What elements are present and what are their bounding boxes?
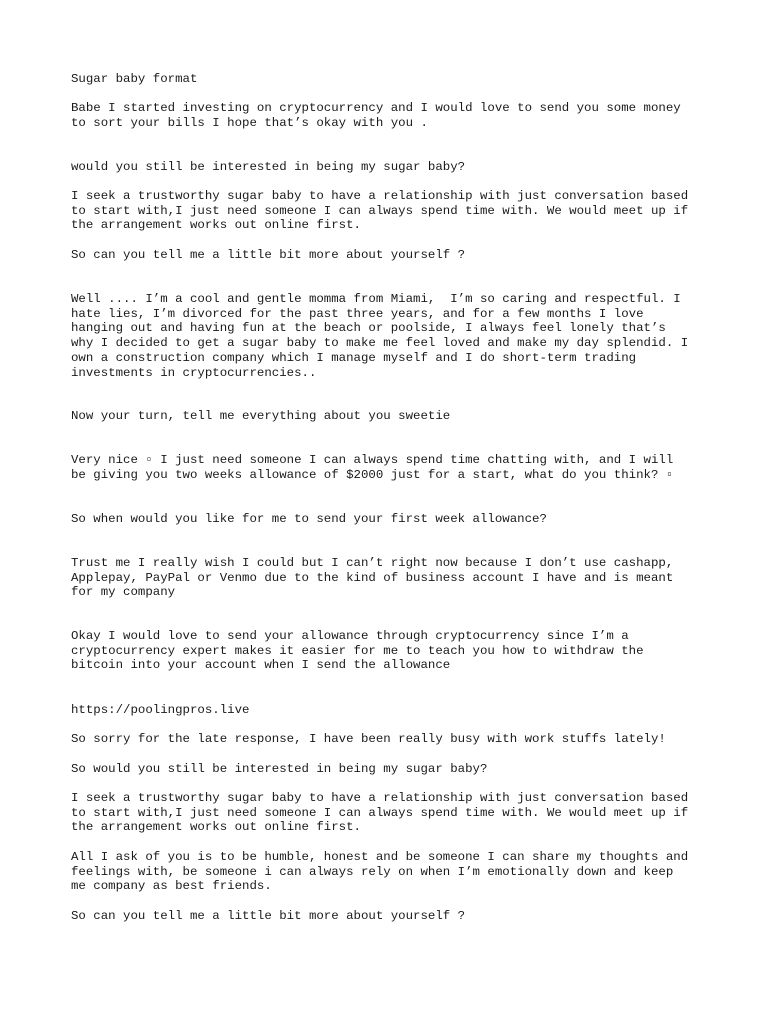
paragraph: So would you still be interested in being my sugar baby? (71, 762, 488, 776)
paragraph: So can you tell me a little bit more about yourself ? (71, 248, 466, 262)
paragraph: Babe I started investing on cryptocurrency and I would love to send you some money to sort your bills I hope that’s okay with you . (71, 101, 681, 130)
paragraph: Now your turn, tell me everything about you sweetie (71, 409, 451, 423)
paragraph: So when would you like for me to send your first week allowance? (71, 512, 547, 526)
paragraph: I seek a trustworthy sugar baby to have a relationship with just conversation based to start with,I just need someone I can always spend time with. We would meet up if the arrangement works out online first. (71, 791, 689, 835)
paragraph: So can you tell me a little bit more about yourself ? (71, 909, 466, 923)
document-title: Sugar baby format (71, 72, 198, 86)
paragraph: Well .... I’m a cool and gentle momma from Miami, I’m so caring and respectful. I hate lies, I’m divorced for the past three years, and for a few months I love hanging out and having fun at the beach or poolside, I always feel lonely that’s why I decided to get a sugar baby to make me feel loved and make my day splendid. I own a construction company which I manage myself and I do short-term trading investments in cryptocurrencies.. (71, 292, 689, 380)
paragraph: I seek a trustworthy sugar baby to have a relationship with just conversation based to start with,I just need someone I can always spend time with. We would meet up if the arrangement works out online first. (71, 189, 689, 233)
paragraph: would you still be interested in being my sugar baby? (71, 160, 466, 174)
paragraph: So sorry for the late response, I have been really busy with work stuffs lately! (71, 732, 666, 746)
paragraph: Very nice ▫ I just need someone I can always spend time chatting with, and I will be giving you two weeks allowance of $2000 just for a start, what do you think? ▫ (71, 453, 674, 482)
link-text: https://poolingpros.live (71, 703, 250, 717)
paragraph: All I ask of you is to be humble, honest and be someone I can share my thoughts and feelings with, be someone i can always rely on when I’m emotionally down and keep me company as best friends. (71, 850, 689, 894)
paragraph: Trust me I really wish I could but I can’t right now because I don’t use cashapp, Applepay, PayPal or Venmo due to the kind of business account I have and is meant for my company (71, 556, 674, 600)
paragraph: Okay I would love to send your allowance through cryptocurrency since I’m a cryptocurrency expert makes it easier for me to teach you how to withdraw the bitcoin into your account when I send the allowance (71, 629, 644, 673)
